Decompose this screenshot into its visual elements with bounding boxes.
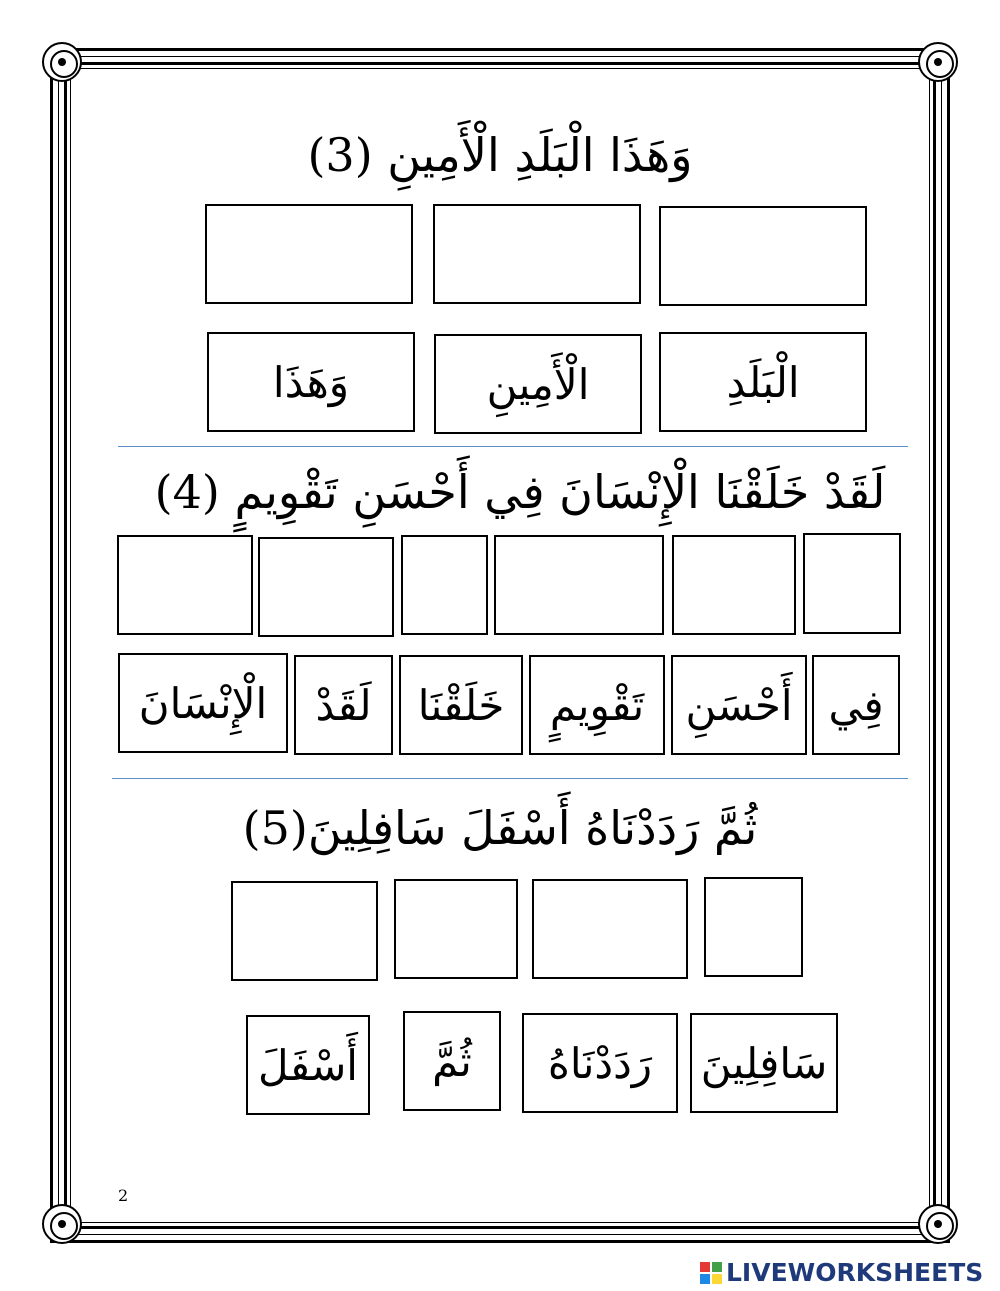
- answer-box-4-1[interactable]: [803, 533, 901, 634]
- word-card[interactable]: أَسْفَلَ: [246, 1015, 370, 1115]
- word-card[interactable]: الْأَمِينِ: [434, 334, 642, 434]
- word-card[interactable]: الْبَلَدِ: [659, 332, 867, 432]
- corner-ornament-bottom-left: [42, 1204, 82, 1244]
- answer-box-4-5[interactable]: [258, 537, 394, 637]
- verse-3-heading: وَهَذَا الْبَلَدِ الْأَمِينِ (3): [307, 128, 693, 182]
- answer-box-3-3[interactable]: [205, 204, 413, 304]
- watermark-text: LIVEWORKSHEETS: [726, 1258, 984, 1287]
- word-card[interactable]: فِي: [812, 655, 900, 755]
- section-divider: [118, 446, 908, 447]
- section-divider: [112, 778, 908, 779]
- word-card[interactable]: ثُمَّ: [403, 1011, 501, 1111]
- liveworksheets-icon: [700, 1262, 722, 1284]
- corner-ornament-top-right: [918, 42, 958, 82]
- answer-box-4-4[interactable]: [401, 535, 488, 635]
- corner-ornament-bottom-right: [918, 1204, 958, 1244]
- verse-5-heading: ثُمَّ رَدَدْنَاهُ أَسْفَلَ سَافِلِينَ(5): [242, 801, 758, 855]
- word-card[interactable]: الْإِنْسَانَ: [118, 653, 288, 753]
- answer-box-5-2[interactable]: [532, 879, 688, 979]
- answer-box-3-2[interactable]: [433, 204, 641, 304]
- answer-box-5-4[interactable]: [231, 881, 378, 981]
- word-card[interactable]: سَافِلِينَ: [690, 1013, 838, 1113]
- answer-box-5-1[interactable]: [704, 877, 803, 977]
- answer-box-4-3[interactable]: [494, 535, 664, 635]
- liveworksheets-logo: [700, 1258, 983, 1287]
- answer-box-3-1[interactable]: [659, 206, 867, 306]
- answer-box-4-2[interactable]: [672, 535, 796, 635]
- answer-box-4-6[interactable]: [117, 535, 253, 635]
- word-card[interactable]: رَدَدْنَاهُ: [522, 1013, 678, 1113]
- word-card[interactable]: لَقَدْ: [294, 655, 393, 755]
- word-card[interactable]: تَقْوِيمٍ: [529, 655, 665, 755]
- corner-ornament-top-left: [42, 42, 82, 82]
- answer-box-5-3[interactable]: [394, 879, 518, 979]
- page-number: 2: [118, 1186, 129, 1205]
- verse-4-heading: لَقَدْ خَلَقْنَا الْإِنْسَانَ فِي أَحْسَنِ تَقْوِيمٍ (4): [154, 465, 886, 519]
- word-card[interactable]: خَلَقْنَا: [399, 655, 523, 755]
- word-card[interactable]: أَحْسَنِ: [671, 655, 807, 755]
- word-card[interactable]: وَهَذَا: [207, 332, 415, 432]
